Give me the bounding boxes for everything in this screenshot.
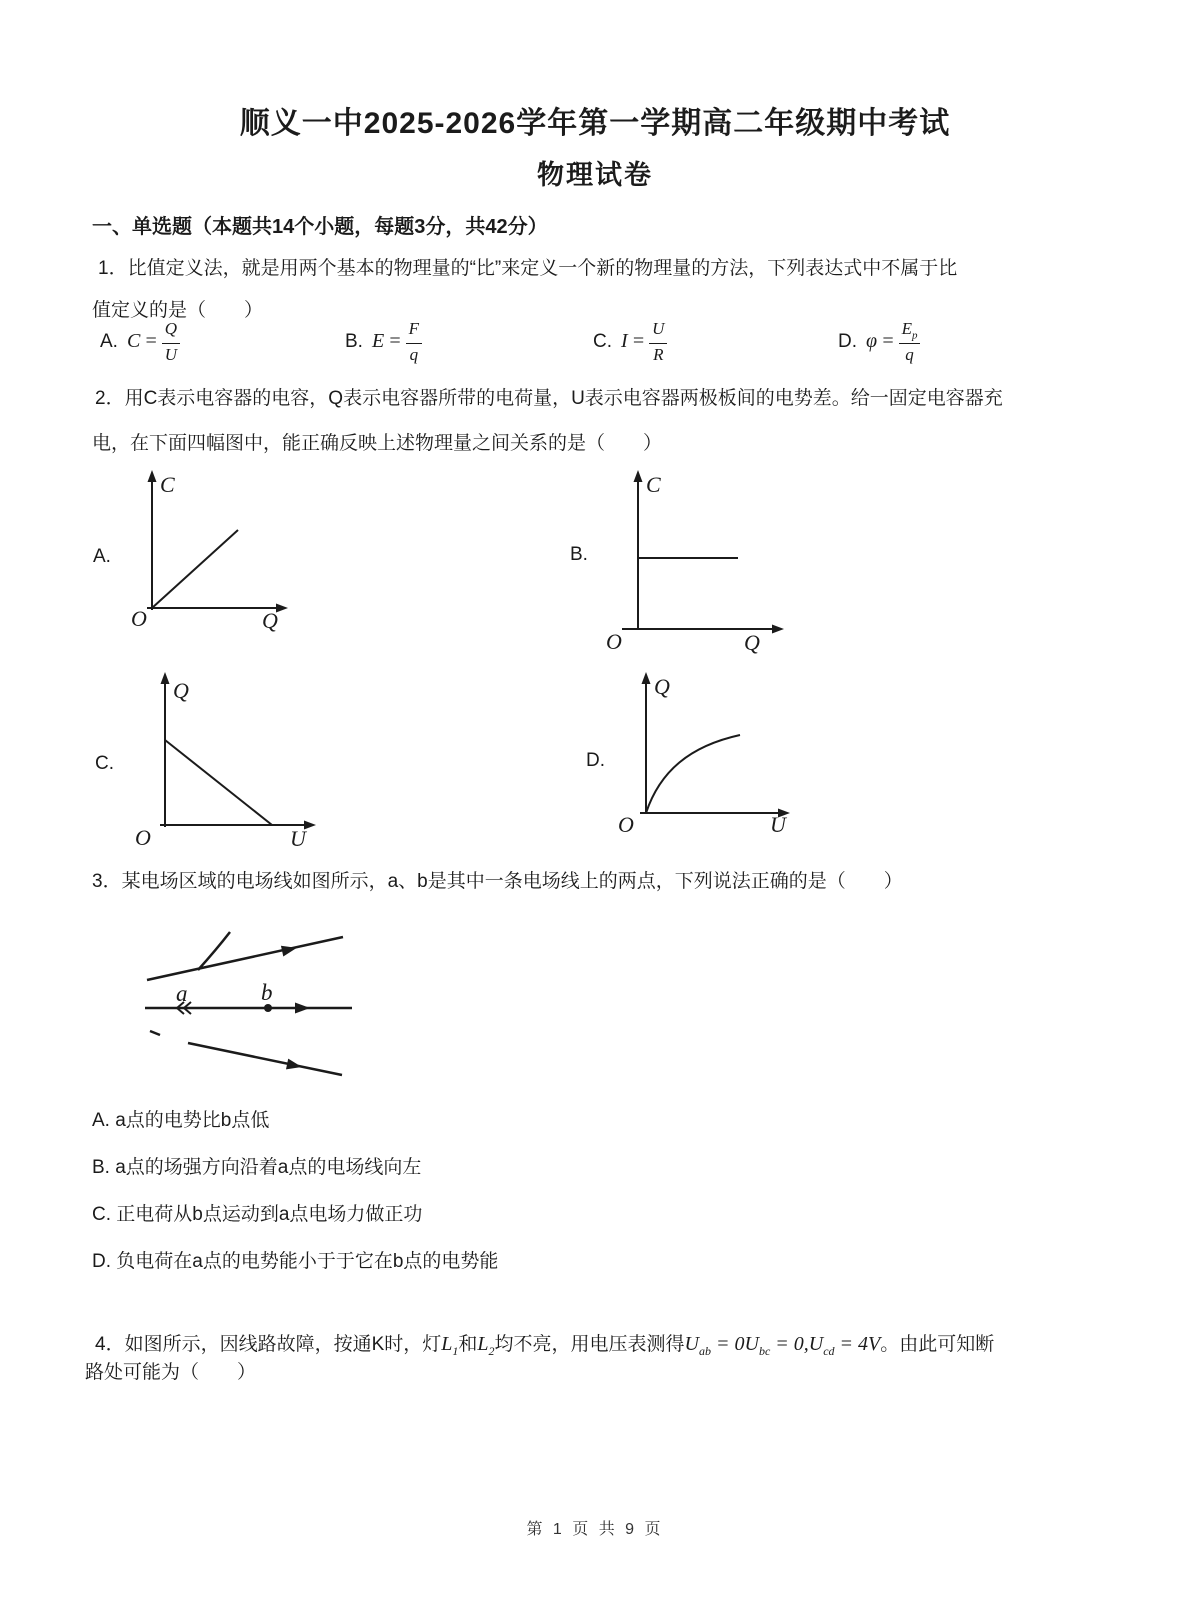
formula-lhs: I [621, 330, 628, 353]
denominator: R [653, 345, 664, 365]
formula-lhs: E [371, 330, 385, 353]
q4-text-1: 4．如图所示，因线路故障，按通K时，灯 [95, 1334, 442, 1355]
section-1-heading: 一、单选题（本题共14个小题，每题3分，共42分） [92, 216, 548, 238]
y-axis-label: Q [654, 674, 670, 699]
q3-option-a: A. a点的电势比b点低 [92, 1110, 270, 1131]
page-subtitle: 物理试卷 [537, 160, 653, 190]
point-b-label: b [261, 980, 273, 1005]
denominator: q [905, 345, 914, 365]
q1-option-d [838, 316, 920, 368]
equals-sign: = [388, 330, 402, 353]
question-2-line-2: 电，在下面四幅图中，能正确反映上述物理量之间关系的是（ ） [92, 433, 663, 454]
option-formula [866, 319, 920, 365]
graph-b-axes-and-curve [622, 478, 774, 630]
x-axis-label: Q [744, 630, 760, 654]
page-footer: 第 1 页 共 9 页 [526, 1521, 664, 1538]
question-4-line-2: 路处可能为（ ） [85, 1362, 257, 1383]
denominator: q [409, 345, 419, 365]
option-label: C. [593, 331, 612, 352]
q4-text-3: 均不亮，用电压表测得 [494, 1334, 685, 1355]
option-formula [621, 319, 667, 365]
y-axis-label: C [160, 472, 175, 497]
voltage-ubc-symbol: U [744, 1333, 759, 1355]
voltage-ucd-symbol: U [808, 1333, 824, 1355]
field-lines-figure [128, 898, 398, 1088]
question-2-line-1: 2．用C表示电容器的电容，Q表示电容器所带的电荷量，U表示电容器两极板间的电势差。给一固定电容器充 [95, 388, 1003, 409]
graph-a-label: A. [93, 546, 111, 567]
graph-a-figure [128, 468, 313, 632]
option-label: D. [838, 331, 857, 352]
graph-a-axes-and-curve [147, 478, 278, 610]
q3-option-d: D. 负电荷在a点的电势能小于于它在b点的电势能 [92, 1251, 499, 1272]
lamp-l2-symbol: L [477, 1333, 489, 1355]
equals-sign: = [631, 330, 646, 353]
graph-c-label: C. [95, 753, 114, 774]
numerator: $E_p$ [899, 319, 921, 344]
option-formula [127, 319, 180, 365]
option-label: A. [100, 331, 118, 352]
q4-text-2: 和 [458, 1334, 478, 1355]
denominator: U [164, 345, 178, 365]
formula-lhs: φ [866, 330, 878, 353]
fraction [899, 319, 921, 365]
q1-option-a [100, 316, 180, 368]
question-1-line-2: 值定义的是（ ） [92, 300, 264, 321]
fraction [649, 319, 667, 365]
numerator: U [649, 319, 667, 344]
voltage-uab-symbol: U [684, 1333, 699, 1355]
ubc-value: = 0, [770, 1333, 809, 1355]
point-a-label: a [176, 981, 188, 1006]
numerator: F [406, 319, 422, 344]
q3-option-c: C. 正电荷从b点运动到a点电场力做正功 [92, 1204, 423, 1225]
x-axis-label: Q [262, 608, 278, 632]
point-b-marker [264, 1004, 272, 1012]
option-formula [372, 319, 422, 365]
x-axis-label: U [770, 812, 786, 837]
graph-c-figure [128, 664, 328, 848]
graph-d-label: D. [586, 750, 605, 771]
page-title: 顺义一中2025-2026学年第一学期高二年级期中考试 [239, 107, 951, 140]
question-3-line-1: 3．某电场区域的电场线如图所示，a、b是其中一条电场线上的两点，下列说法正确的是（ ） [92, 871, 903, 892]
origin-label: O [135, 825, 151, 848]
option-label: B. [345, 331, 363, 352]
fraction [406, 319, 422, 365]
equals-sign: = [144, 330, 158, 353]
equals-sign: = [881, 330, 895, 353]
q1-option-c [593, 316, 667, 368]
question-4-line-1: 4．如图所示，因线路故障，按通K时，灯$L_1$和$L_2$均不亮，用电压表测得$U_{ab} = 0U_{bc} = 0,U_{cd} = 4V$。由此可知断 [95, 1333, 995, 1358]
y-axis-label: Q [173, 678, 189, 703]
graph-d-axes-and-curve [640, 680, 780, 813]
origin-label: O [131, 606, 147, 631]
fraction [162, 319, 180, 365]
q3-option-b: B. a点的场强方向沿着a点的电场线向左 [92, 1157, 422, 1178]
origin-label: O [606, 629, 622, 654]
lamp-l1-symbol: L [441, 1333, 453, 1355]
q1-option-b [345, 316, 422, 368]
x-axis-label: U [290, 826, 306, 848]
y-axis-label: C [646, 472, 661, 497]
uab-value: = 0 [710, 1333, 745, 1355]
graph-d-figure [598, 664, 798, 844]
graph-b-label: B. [570, 544, 588, 565]
q4-text-4: 。由此可知断 [880, 1334, 995, 1355]
ucd-value: = 4V [834, 1333, 881, 1355]
numerator: Q [162, 319, 180, 344]
formula-lhs: C [126, 330, 141, 353]
graph-b-figure [598, 468, 798, 654]
question-1-line-1: 1．比值定义法，就是用两个基本的物理量的“比”来定义一个新的物理量的方法，下列表达式中不属于比 [98, 258, 958, 279]
origin-label: O [618, 812, 634, 837]
